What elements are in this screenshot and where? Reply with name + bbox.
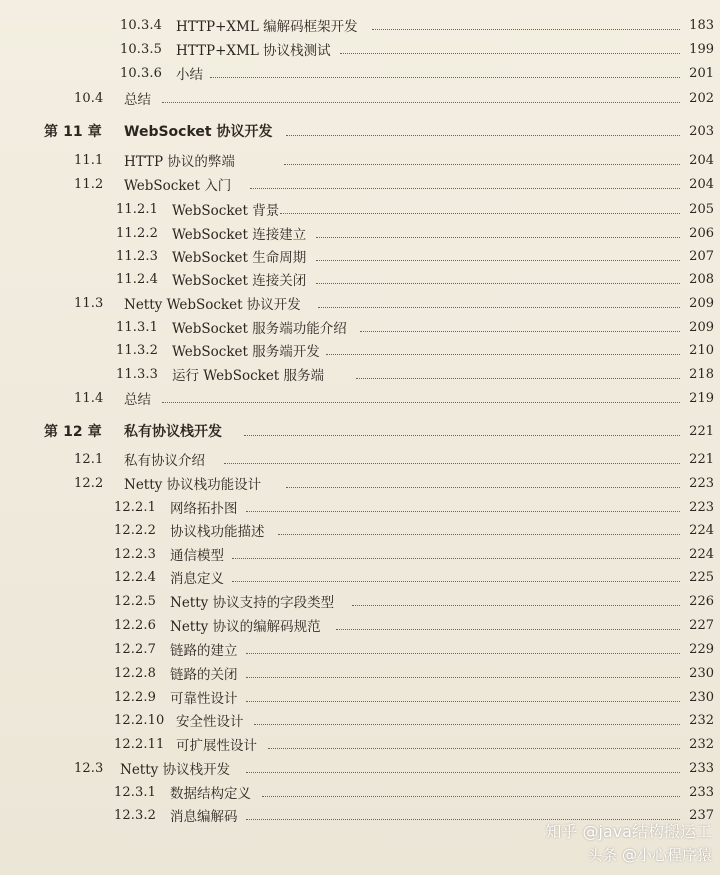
toc-entry-page: 208	[689, 271, 714, 287]
toc-entry	[0, 709, 720, 731]
toc-entry-title: WebSocket 服务端开发	[172, 344, 320, 360]
dot-leader	[246, 771, 680, 773]
toc-entry-title: 总结	[124, 92, 151, 108]
toc-entry-number: 12.2.11	[114, 736, 165, 752]
toc-entry-number: 11.3.2	[116, 342, 158, 358]
dot-leader	[372, 28, 680, 30]
toc-entry-title: 通信模型	[170, 548, 224, 564]
toc-entry-number: 12.2.7	[114, 641, 156, 657]
toc-entry-number: 12.2.2	[114, 522, 156, 538]
toc-entry-title: HTTP+XML 编解码框架开发	[176, 19, 358, 35]
toc-entry-number: 10.3.5	[120, 41, 162, 57]
toc-entry-page: 233	[689, 760, 714, 776]
toc-entry-title: 消息编解码	[170, 809, 238, 825]
toc-entry-number: 11.4	[74, 390, 104, 406]
toc-entry-title: 网络拓扑图	[170, 501, 238, 517]
toc-entry-number: 10.3.6	[120, 65, 162, 81]
dot-leader	[246, 700, 680, 702]
toc-entry-number: 11.3.1	[116, 319, 158, 335]
toc-entry	[0, 268, 720, 290]
dot-leader	[336, 628, 680, 630]
toc-entry-page: 223	[689, 475, 714, 491]
toc-entry-title: HTTP+XML 协议栈测试	[176, 43, 331, 59]
toc-entry-number: 11.3.3	[116, 366, 158, 382]
toc-entry-title: 数据结构定义	[170, 786, 251, 802]
toc-entry	[0, 448, 720, 470]
toc-entry-page: 230	[689, 665, 714, 681]
dot-leader	[356, 377, 680, 379]
toc-entry-page: 230	[689, 689, 714, 705]
toc-entry-page: 237	[689, 807, 714, 823]
toc-entry-number: 12.2.1	[114, 499, 156, 515]
toc-entry-page: 232	[689, 712, 714, 728]
toc-entry	[0, 781, 720, 803]
toc-entry-number: 12.2	[74, 475, 104, 491]
toc-entry-page: 209	[689, 295, 714, 311]
watermark-toutiao: 头条 @小心程序猿	[587, 846, 712, 864]
toc-entry-number: 12.2.9	[114, 689, 156, 705]
dot-leader	[232, 557, 680, 559]
toc-entry	[0, 566, 720, 588]
toc-entry	[0, 292, 720, 314]
toc-entry	[0, 757, 720, 779]
toc-entry	[0, 543, 720, 565]
toc-entry-title: Netty 协议栈功能设计	[124, 477, 262, 493]
toc-entry-page: 227	[689, 617, 714, 633]
toc-entry-title: 协议栈功能描述	[170, 524, 265, 540]
toc-entry-page: 225	[689, 569, 714, 585]
chapter-number: 第 11 章	[44, 124, 102, 140]
dot-leader	[224, 462, 680, 464]
toc-entry-title: WebSocket 背景	[172, 203, 280, 219]
toc-entry-page: 218	[689, 366, 714, 382]
watermark	[545, 819, 712, 865]
toc-entry	[0, 149, 720, 171]
toc-entry-page: 233	[689, 784, 714, 800]
toc-entry-page: 201	[689, 65, 714, 81]
toc-entry-page: 204	[689, 152, 714, 168]
toc-entry	[0, 590, 720, 612]
dot-leader	[246, 676, 680, 678]
toc-entry	[0, 387, 720, 409]
toc-entry-page: 206	[689, 225, 714, 241]
toc-entry-page: 223	[689, 499, 714, 515]
toc-entry	[0, 733, 720, 755]
toc-entry-title: 安全性设计	[176, 714, 244, 730]
toc-entry	[0, 638, 720, 660]
dot-leader	[352, 604, 680, 606]
toc-entry-title: 可靠性设计	[170, 691, 238, 707]
dot-leader	[262, 795, 680, 797]
dot-leader	[316, 282, 680, 284]
dot-leader	[286, 134, 680, 136]
dot-leader	[316, 259, 680, 261]
toc-entry	[0, 38, 720, 60]
toc-entry-number: 12.2.3	[114, 546, 156, 562]
chapter-title: 私有协议栈开发	[124, 424, 222, 440]
chapter-number: 第 12 章	[44, 424, 102, 440]
toc-entry-number: 12.3.1	[114, 784, 156, 800]
toc-entry-page: 221	[689, 451, 714, 467]
dot-leader	[246, 652, 680, 654]
dot-leader	[284, 163, 680, 165]
dot-leader	[360, 330, 680, 332]
toc-entry-title: WebSocket 入门	[124, 178, 232, 194]
toc-entry-title: WebSocket 服务端功能介绍	[172, 321, 347, 337]
toc-entry-number: 12.2.5	[114, 593, 156, 609]
toc-entry-number: 11.1	[74, 152, 104, 168]
toc-entry-page: 226	[689, 593, 714, 609]
toc-entry-title: Netty 协议支持的字段类型	[170, 595, 335, 611]
toc-entry-title: 消息定义	[170, 571, 224, 587]
toc-entry-number: 11.2.3	[116, 248, 158, 264]
toc-entry-page: 229	[689, 641, 714, 657]
dot-leader	[278, 533, 680, 535]
toc-entry	[0, 339, 720, 361]
toc-entry-title: Netty 协议栈开发	[120, 762, 231, 778]
toc-entry	[0, 62, 720, 84]
toc-entry-number: 10.4	[74, 90, 104, 106]
toc-entry-number: 12.2.4	[114, 569, 156, 585]
dot-leader	[280, 212, 680, 214]
toc-chapter-entry	[0, 420, 720, 442]
toc-entry	[0, 472, 720, 494]
dot-leader	[254, 723, 680, 725]
toc-entry-title: WebSocket 生命周期	[172, 250, 307, 266]
toc-entry-title: HTTP 协议的弊端	[124, 154, 235, 170]
toc-entry	[0, 222, 720, 244]
dot-leader	[340, 52, 680, 54]
toc-entry-page: 224	[689, 546, 714, 562]
toc-entry-page: 183	[689, 17, 714, 33]
watermark-zhihu: 知乎 @java结构搬运工	[545, 822, 712, 841]
toc-entry-page: 203	[689, 123, 714, 139]
toc-entry-number: 12.2.8	[114, 665, 156, 681]
toc-entry-number: 10.3.4	[120, 17, 162, 33]
toc-entry-title: Netty 协议的编解码规范	[170, 619, 321, 635]
toc-entry-number: 12.1	[74, 451, 104, 467]
toc-entry	[0, 686, 720, 708]
toc-entry-page: 232	[689, 736, 714, 752]
toc-entry-number: 12.2.10	[114, 712, 165, 728]
toc-entry-number: 11.2.4	[116, 271, 158, 287]
toc-entry-number: 12.3	[74, 760, 104, 776]
toc-entry	[0, 614, 720, 636]
toc-entry-title: WebSocket 连接关闭	[172, 273, 307, 289]
toc-entry	[0, 519, 720, 541]
toc-entry-title: 运行 WebSocket 服务端	[172, 368, 325, 384]
toc-entry-page: 207	[689, 248, 714, 264]
toc-entry-title: WebSocket 连接建立	[172, 227, 307, 243]
toc-entry	[0, 245, 720, 267]
dot-leader	[232, 580, 680, 582]
toc-entry-page: 204	[689, 176, 714, 192]
dot-leader	[326, 353, 680, 355]
toc-entry-page: 224	[689, 522, 714, 538]
dot-leader	[162, 101, 680, 103]
toc-entry-page: 219	[689, 390, 714, 406]
toc-entry-number: 12.2.6	[114, 617, 156, 633]
toc-entry-number: 11.3	[74, 295, 104, 311]
dot-leader	[286, 486, 680, 488]
toc-entry-page: 205	[689, 201, 714, 217]
dot-leader	[246, 510, 680, 512]
toc-entry-title: 小结	[176, 67, 203, 83]
toc-entry	[0, 363, 720, 385]
toc-entry-title: 可扩展性设计	[176, 738, 257, 754]
toc-entry-title: 链路的建立	[170, 643, 238, 659]
toc-entry-page: 199	[689, 41, 714, 57]
toc-entry	[0, 316, 720, 338]
dot-leader	[316, 236, 680, 238]
toc-entry-title: 私有协议介绍	[124, 453, 205, 469]
toc-entry	[0, 496, 720, 518]
toc-entry	[0, 662, 720, 684]
toc-entry-number: 12.3.2	[114, 807, 156, 823]
toc-chapter-entry	[0, 120, 720, 142]
toc-entry	[0, 198, 720, 220]
toc-entry-page: 221	[689, 423, 714, 439]
dot-leader	[162, 401, 680, 403]
dot-leader	[268, 747, 680, 749]
toc-entry-number: 11.2.2	[116, 225, 158, 241]
toc-entry-number: 11.2	[74, 176, 104, 192]
toc-entry	[0, 14, 720, 36]
toc-entry-title: 总结	[124, 392, 151, 408]
chapter-title: WebSocket 协议开发	[124, 124, 273, 140]
toc-entry-title: Netty WebSocket 协议开发	[124, 297, 301, 313]
toc-entry-number: 11.2.1	[116, 201, 158, 217]
toc-entry	[0, 87, 720, 109]
dot-leader	[210, 76, 680, 78]
toc-entry	[0, 173, 720, 195]
toc-entry-title: 链路的关闭	[170, 667, 238, 683]
dot-leader	[250, 187, 680, 189]
dot-leader	[244, 434, 680, 436]
toc-entry-page: 202	[689, 90, 714, 106]
toc-entry-page: 209	[689, 319, 714, 335]
dot-leader	[318, 306, 680, 308]
toc-entry-page: 210	[689, 342, 714, 358]
